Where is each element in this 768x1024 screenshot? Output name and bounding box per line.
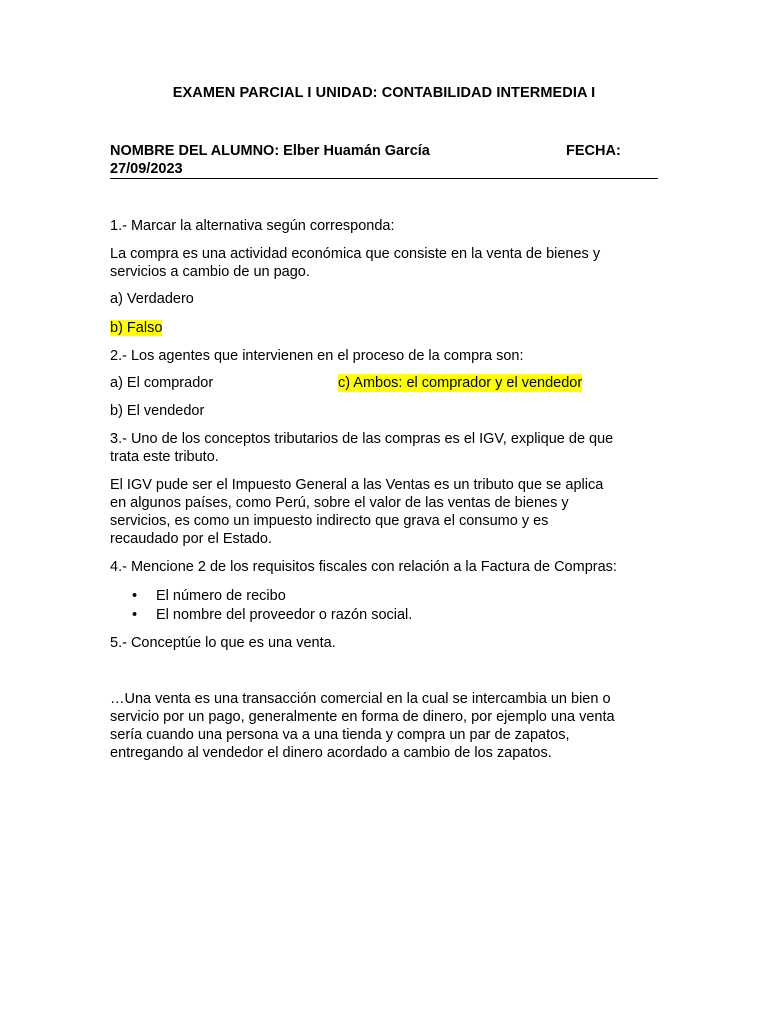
q2-options-row: [110, 374, 660, 392]
q3-answer-line4: recaudado por el Estado.: [110, 531, 273, 547]
q2-option-c: c) Ambos: el comprador y el vendedor: [338, 375, 583, 391]
q3-question: [110, 430, 660, 466]
q1-statement-line2: servicios a cambio de un pago.: [110, 264, 310, 280]
q5-answer-line4: entregando al vendedor el dinero acordado a cambio de los zapatos.: [110, 745, 552, 761]
q3-answer-line2: en algunos países, como Perú, sobre el valor de las ventas de bienes y: [110, 495, 569, 511]
q3-answer-line3: servicios, es como un impuesto indirecto que grava el consumo y es: [110, 513, 549, 529]
fecha-value: 27/09/2023: [110, 161, 183, 177]
q2-option-a: a) El comprador: [110, 375, 214, 391]
q5-answer: [110, 690, 660, 762]
header-divider: [110, 178, 658, 179]
q4-item-text: El nombre del proveedor o razón social.: [156, 607, 413, 623]
q4-bullet-item: [132, 606, 652, 625]
q1-option-b: b) Falso: [110, 320, 163, 336]
q5-question: 5.- Conceptúe lo que es una venta.: [110, 635, 336, 651]
q4-question: 4.- Mencione 2 de los requisitos fiscales con relación a la Factura de Compras:: [110, 559, 617, 575]
q3-answer-line1: El IGV pude ser el Impuesto General a las Ventas es un tributo que se aplica: [110, 477, 604, 493]
q1-option-b-wrap: [110, 319, 660, 337]
q4-bullet-item: [132, 587, 652, 606]
q5-answer-line3: sería cuando una persona va a una tienda y compra un par de zapatos,: [110, 727, 570, 743]
q1-question: 1.- Marcar la alternativa según corresponda:: [110, 218, 395, 234]
student-name: NOMBRE DEL ALUMNO: Elber Huamán García: [110, 143, 430, 159]
student-info: [110, 142, 658, 178]
q1-statement-line1: La compra es una actividad económica que consiste en la venta de bienes y: [110, 246, 601, 262]
q2-question: 2.- Los agentes que intervienen en el proceso de la compra son:: [110, 348, 524, 364]
q3-question-line1: 3.- Uno de los conceptos tributarios de las compras es el IGV, explique de que: [110, 431, 614, 447]
q5-answer-line2: servicio por un pago, generalmente en forma de dinero, por ejemplo una venta: [110, 709, 615, 725]
bullet-icon: •: [132, 588, 138, 604]
q3-answer: [110, 476, 660, 548]
q2-option-b: b) El vendedor: [110, 403, 205, 419]
q4-bullet-list: [132, 587, 652, 625]
bullet-icon: •: [132, 607, 138, 623]
q1-option-a: a) Verdadero: [110, 291, 194, 307]
q3-question-line2: trata este tributo.: [110, 449, 219, 465]
q4-item-text: El número de recibo: [156, 588, 286, 604]
q5-answer-line1: …Una venta es una transacción comercial en la cual se intercambia un bien o: [110, 691, 611, 707]
exam-title: EXAMEN PARCIAL I UNIDAD: CONTABILIDAD INTERMEDIA I: [172, 85, 596, 101]
q1-statement: [110, 245, 660, 281]
fecha-label: FECHA:: [566, 143, 621, 159]
